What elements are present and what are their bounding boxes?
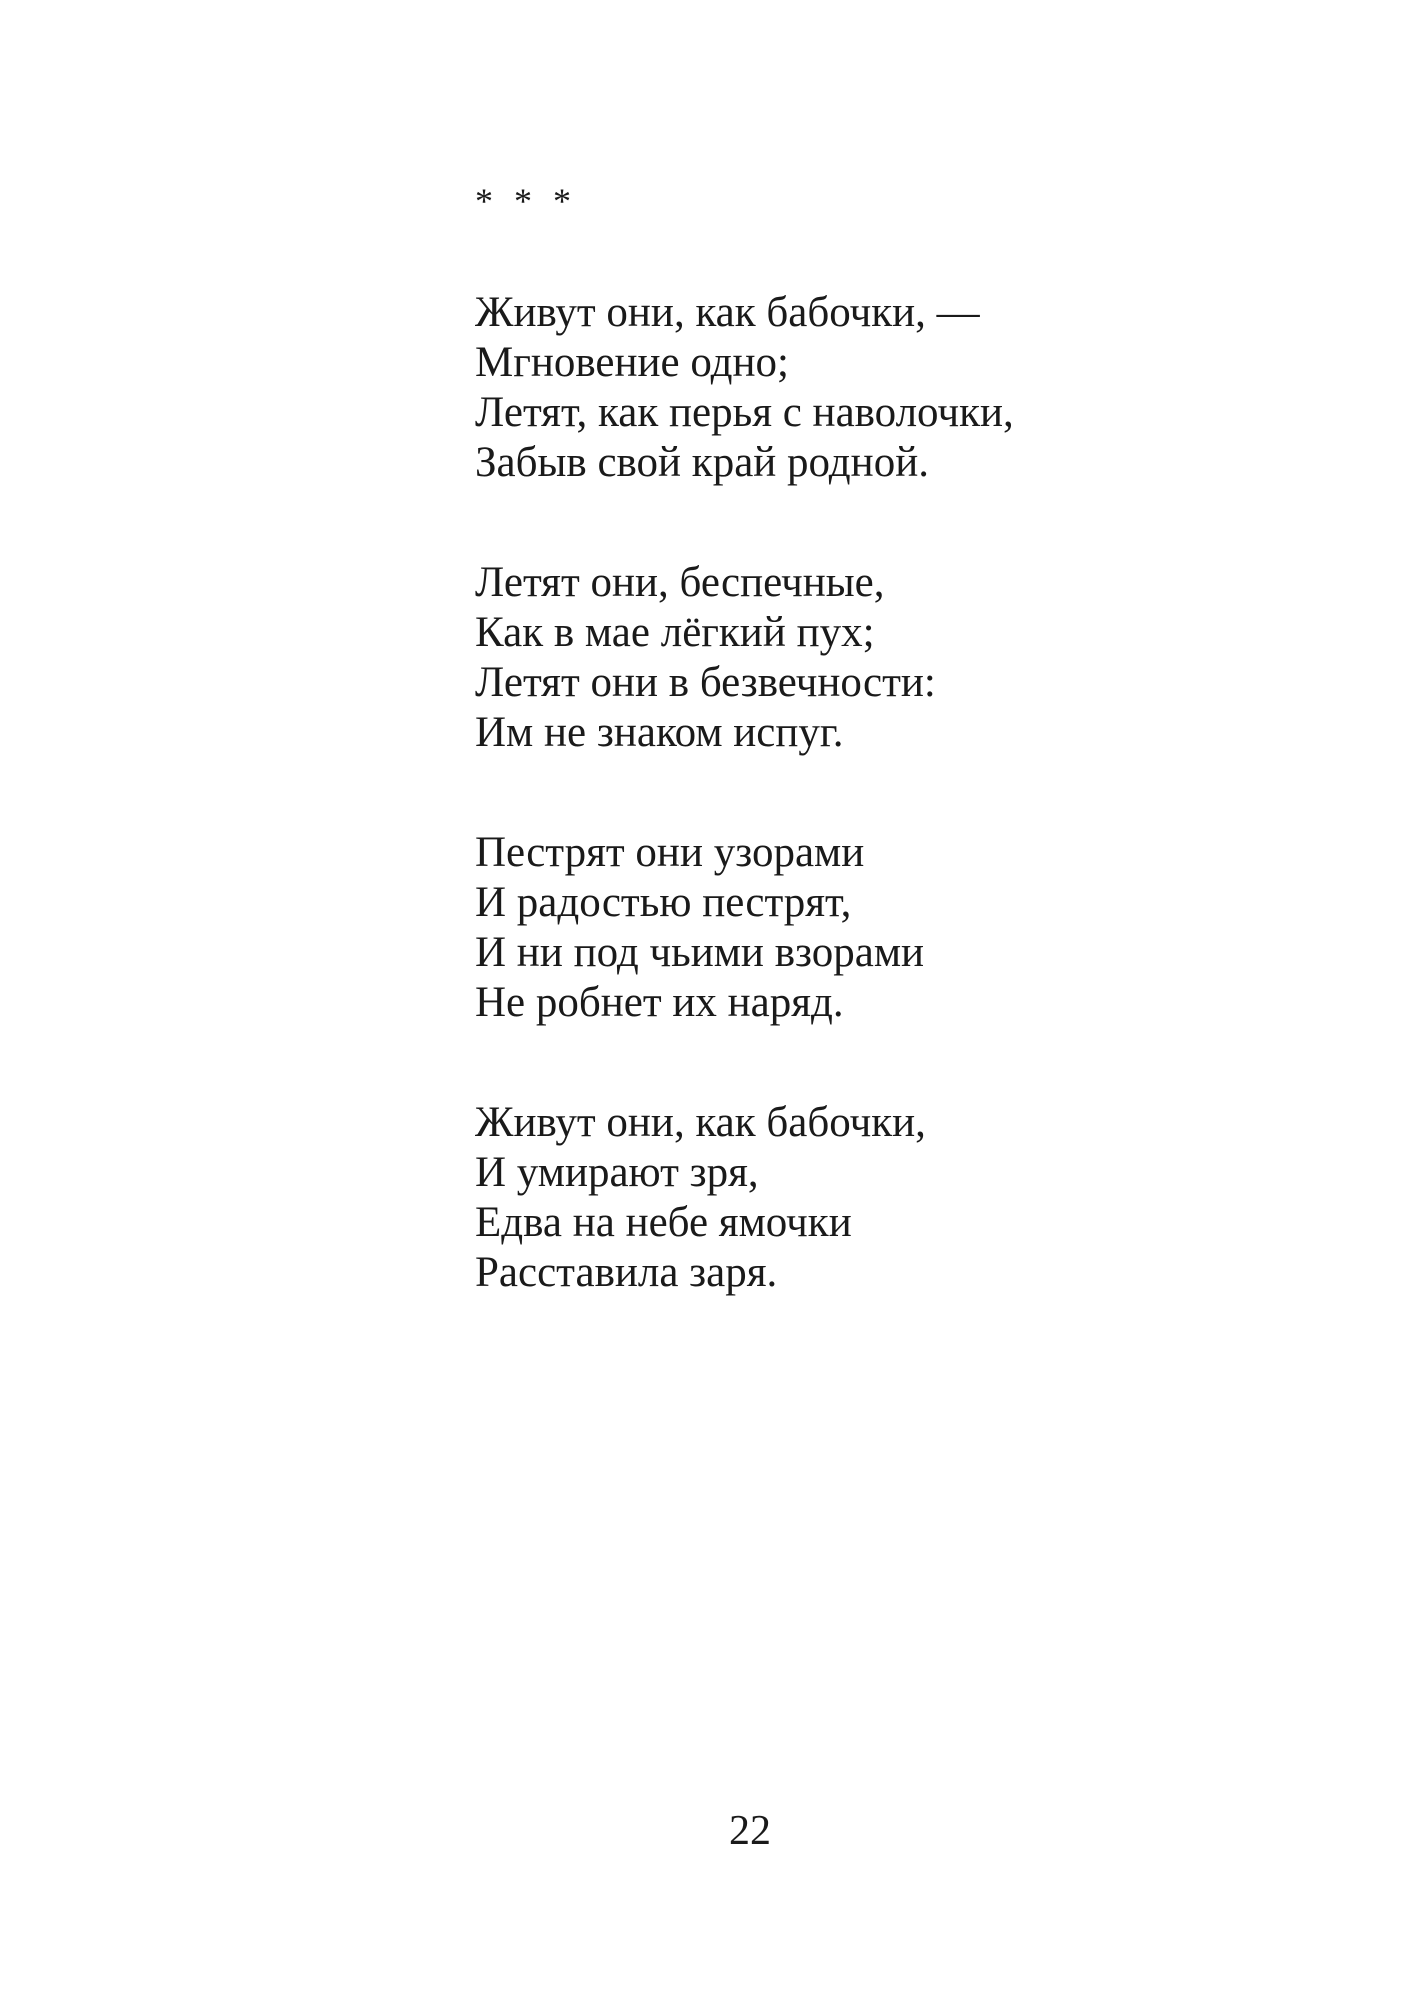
- page-number: 22: [729, 1808, 771, 1854]
- stanza-1: [475, 288, 1275, 488]
- poem-line: Живут они, как бабочки, —: [475, 289, 980, 336]
- stanza-2: [475, 558, 1275, 758]
- poem-line: Живут они, как бабочки,: [475, 1099, 926, 1146]
- poem-line: Как в мае лёгкий пух;: [475, 609, 875, 656]
- section-separator: * * *: [475, 181, 577, 221]
- stanza-3: [475, 828, 1275, 1028]
- poem-line: И радостью пестрят,: [475, 879, 852, 926]
- poem-line: И умирают зря,: [475, 1149, 759, 1196]
- poem-line: Забыв свой край родной.: [475, 439, 929, 486]
- poem-line: Им не знаком испуг.: [475, 709, 844, 756]
- poem-line: Летят они, беспечные,: [475, 559, 885, 606]
- stanza-4: [475, 1098, 1275, 1298]
- poem-line: Летят они в безвечности:: [475, 659, 936, 706]
- poem-line: Пестрят они узорами: [475, 829, 865, 876]
- poem: [475, 178, 1275, 1298]
- poem-line: Расставила заря.: [475, 1249, 778, 1296]
- poem-line: И ни под чьими взорами: [475, 929, 925, 976]
- poem-line: Не робнет их наряд.: [475, 979, 844, 1026]
- poem-line: Едва на небе ямочки: [475, 1199, 852, 1246]
- poem-line: Летят, как перья с наволочки,: [475, 389, 1014, 436]
- poem-line: Мгновение одно;: [475, 339, 789, 386]
